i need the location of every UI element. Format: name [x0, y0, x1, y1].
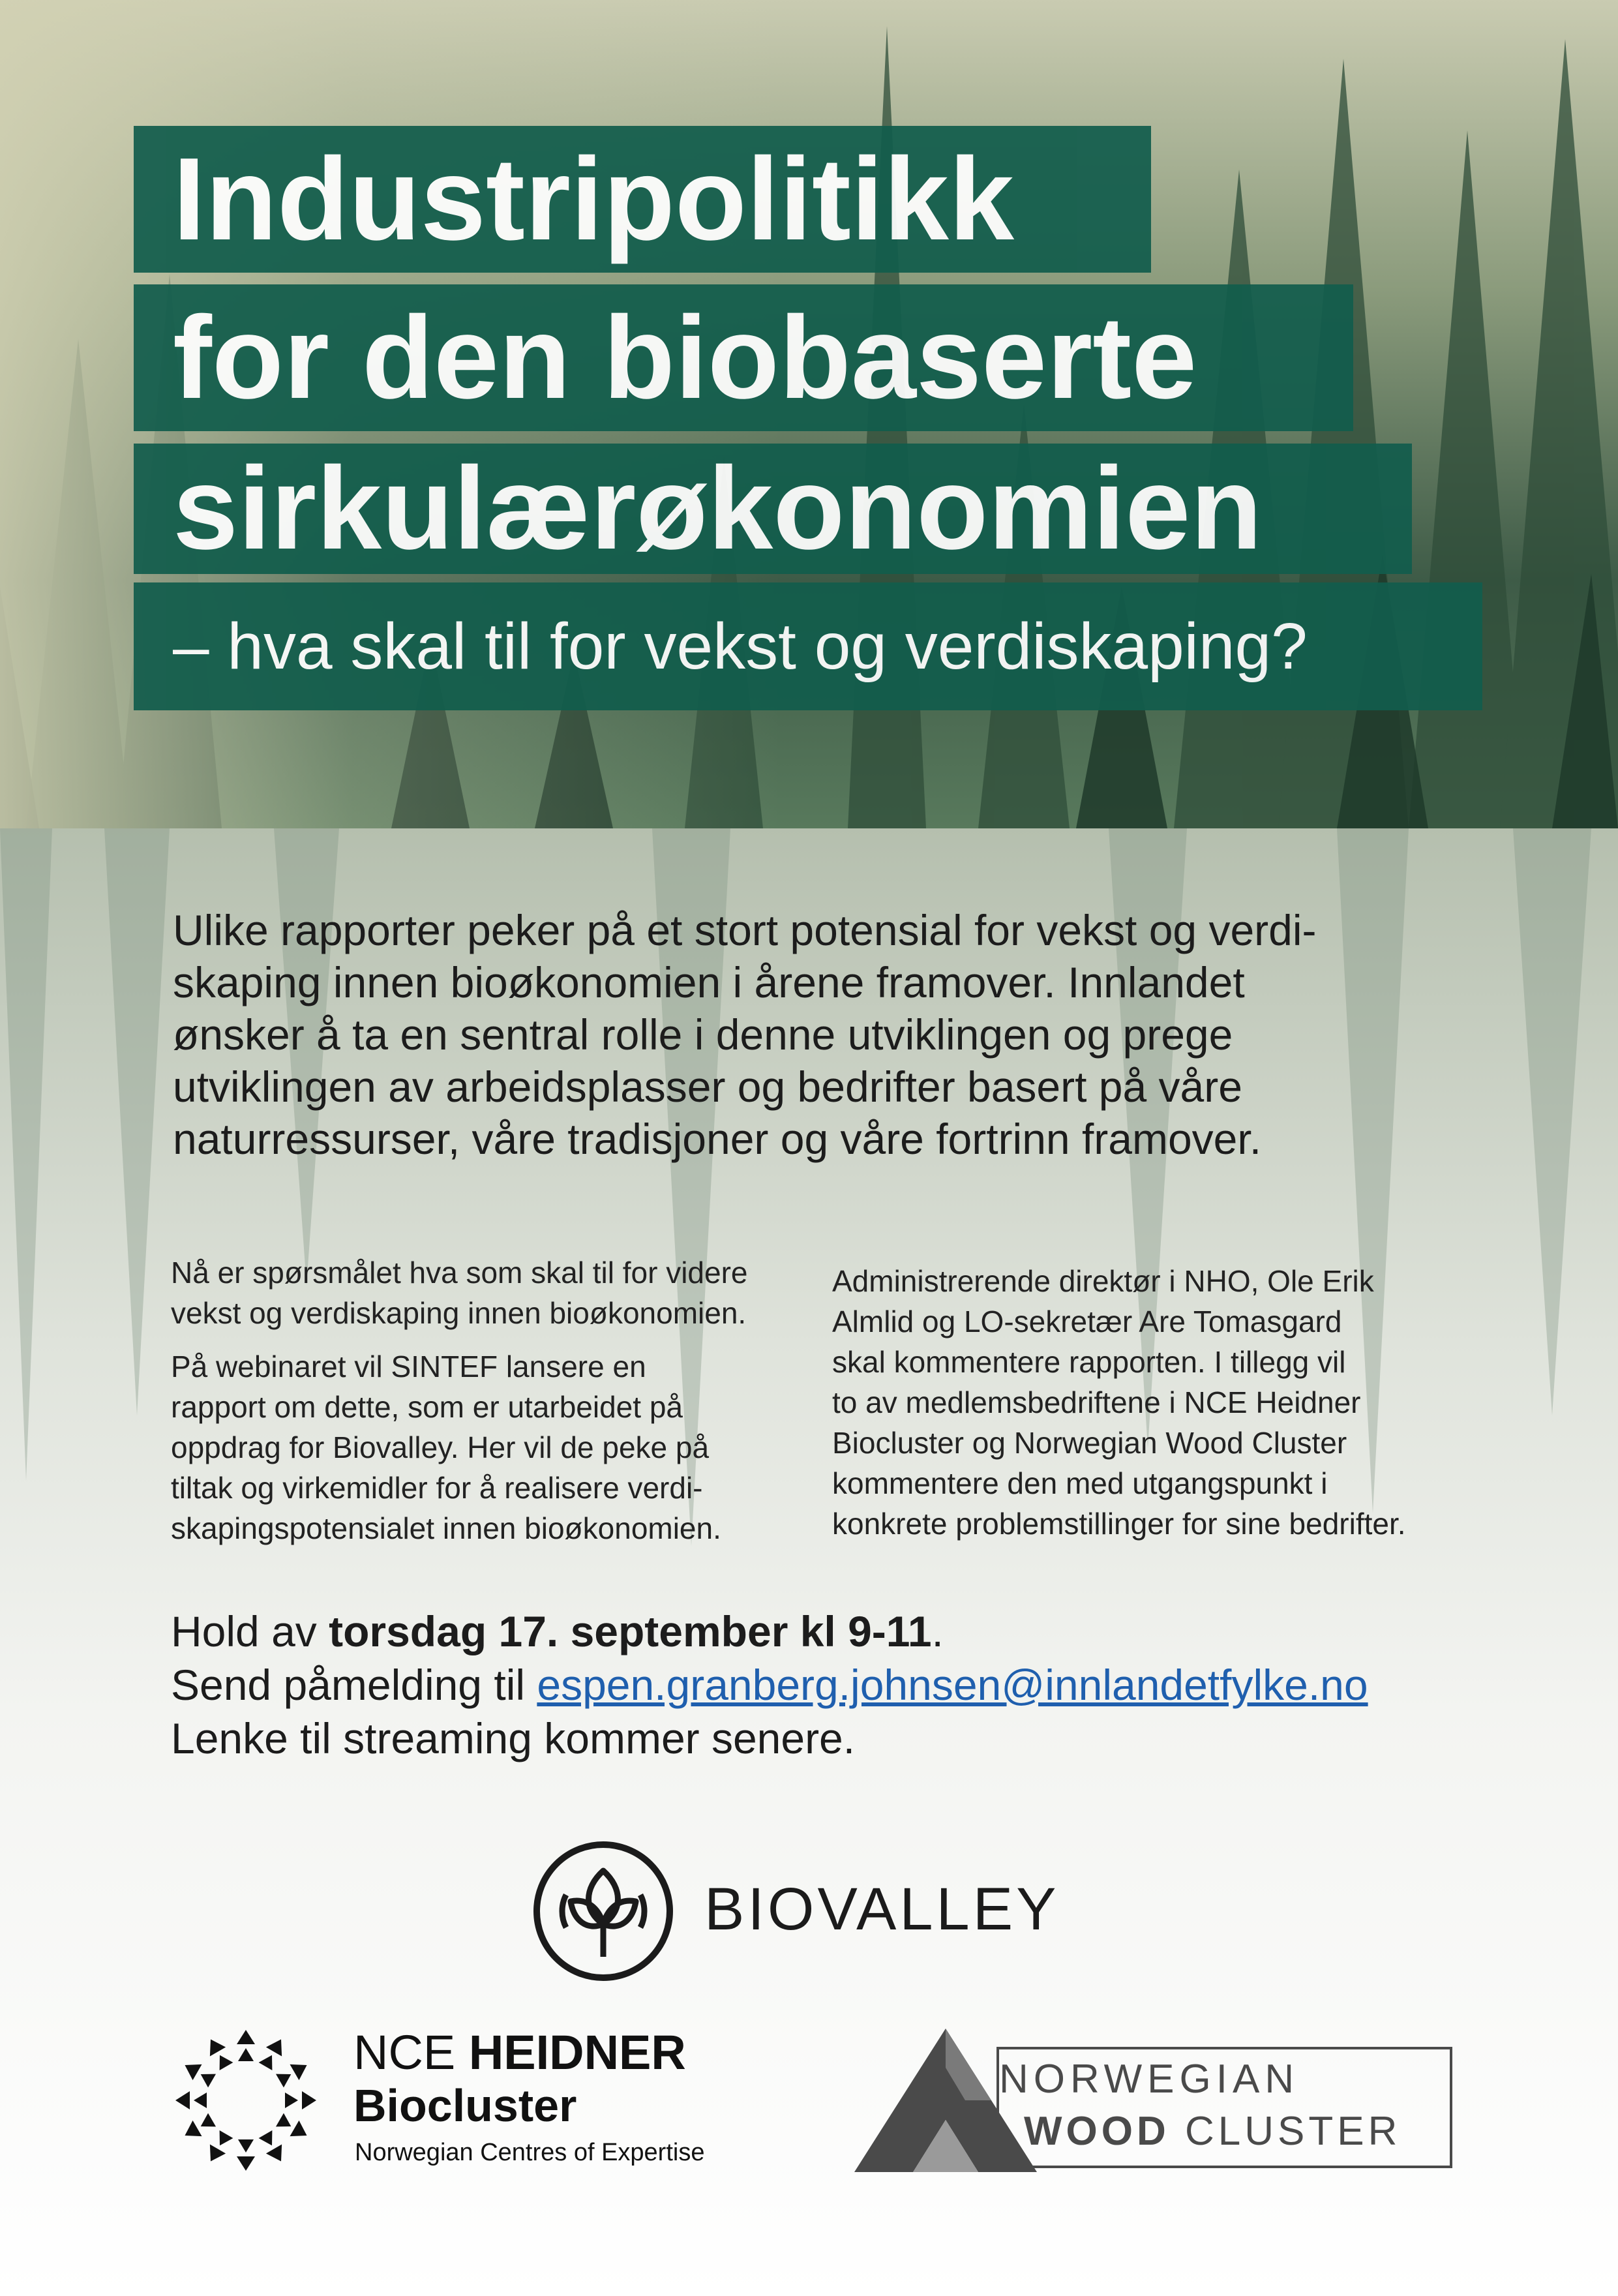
text-line: tiltak og virkemidler for å realisere verdi- [171, 1471, 703, 1505]
nwc-norwegian: NORWEGIAN [999, 2057, 1300, 2102]
lead-line: skaping innen bioøkonomien i årene framover. Innlandet [173, 958, 1245, 1006]
event-info [171, 1605, 1368, 1765]
biovalley-logo [528, 1833, 1115, 1989]
text-line: skal kommentere rapporten. I tillegg vil [832, 1345, 1346, 1379]
lead-line: ønsker å ta en sentral rolle i denne utviklingen og prege [173, 1010, 1233, 1059]
text-line: oppdrag for Biovalley. Her vil de peke på [171, 1430, 710, 1464]
lead-line: utviklingen av arbeidsplasser og bedrifter basert på våre [173, 1063, 1242, 1111]
nwc-cluster: CLUSTER [1169, 2109, 1401, 2154]
text-line: vekst og verdiskaping innen bioøkonomien. [171, 1296, 747, 1330]
title-line-1: Industripolitikk [134, 126, 1151, 273]
biovalley-ring-icon [537, 1845, 670, 1978]
text-line: På webinaret vil SINTEF lansere en [171, 1350, 646, 1383]
subtitle: – hva skal til for vekst og verdiskaping? [134, 582, 1482, 710]
biovalley-wordmark: BIOVALLEY [704, 1876, 1060, 1942]
text-line: Biocluster og Norwegian Wood Cluster [832, 1426, 1347, 1460]
nwc-wood-cluster [1024, 2109, 1401, 2154]
right-column [832, 1261, 1484, 1544]
text-line: to av medlemsbedriftene i NCE Heidner [832, 1385, 1361, 1419]
save-the-date-prefix: Hold av [171, 1607, 329, 1655]
text-line: skapingspotensialet innen bioøkonomien. [171, 1511, 721, 1545]
save-the-date [171, 1605, 1368, 1658]
text-line: Administrerende direktør i NHO, Ole Erik [832, 1264, 1374, 1298]
title-line-3: sirkulærøkonomien [134, 444, 1412, 574]
save-the-date-suffix: . [931, 1607, 944, 1655]
norwegian-wood-cluster-logo [848, 2022, 1461, 2179]
registration-prefix: Send påmelding til [171, 1661, 537, 1709]
lead-line: Ulike rapporter peker på et stort potensial for vekst og verdi- [173, 906, 1317, 954]
lead-paragraph [173, 904, 1477, 1165]
heidner-nce: NCE [353, 2025, 469, 2079]
heidner-heidner: HEIDNER [468, 2025, 686, 2079]
registration-email-link[interactable]: espen.granberg.johnsen@innlandetfylke.no [537, 1661, 1368, 1709]
streaming-note: Lenke til streaming kommer senere. [171, 1714, 856, 1762]
heidner-star-icon [175, 2030, 316, 2171]
left-paragraph-1 [171, 1252, 823, 1333]
text-line: kommentere den med utgangspunkt i [832, 1466, 1328, 1500]
leaf-icon [562, 1871, 644, 1957]
left-column [171, 1252, 823, 1562]
nwc-wood: WOOD [1024, 2109, 1170, 2154]
heidner-name [353, 2025, 686, 2079]
left-paragraph-2 [171, 1346, 823, 1548]
text-line: rapport om dette, som er utarbeidet på [171, 1390, 683, 1424]
text-line: konkrete problemstillinger for sine bedrifter. [832, 1507, 1406, 1541]
registration-line [171, 1658, 1368, 1712]
heidner-tagline: Norwegian Centres of Expertise [355, 2139, 705, 2166]
heidner-biocluster: Biocluster [353, 2080, 577, 2131]
nce-heidner-logo [171, 2016, 784, 2185]
text-line: Almlid og LO-sekretær Are Tomasgard [832, 1305, 1342, 1338]
title-line-2: for den biobaserte [134, 284, 1353, 431]
event-date: torsdag 17. september kl 9-11 [329, 1607, 932, 1655]
text-line: Nå er spørsmålet hva som skal til for videre [171, 1256, 748, 1290]
lead-line: naturressurser, våre tradisjoner og våre fortrinn framover. [173, 1115, 1262, 1163]
